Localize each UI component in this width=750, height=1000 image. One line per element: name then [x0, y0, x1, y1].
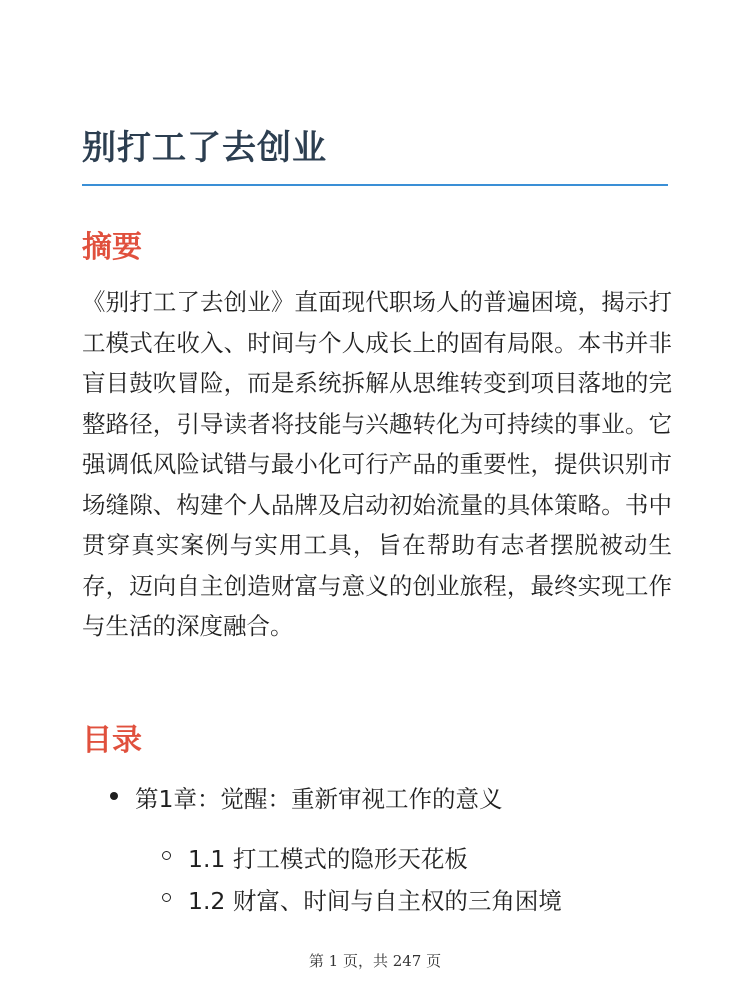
page-footer: 第 1 页，共 247 页 — [308, 952, 442, 970]
summary-paragraph: 《别打工了去创业》直面现代职场人的普遍困境，揭示打工模式在收入、时间与个人成长上的固有局限。本书并非盲目鼓吹冒险，而是系统拆解从思维转变到项目落地的完整路径，引导读者将技能与兴趣转化为可持续的事业。它强调低风险试错与最小化可行产品的重要性，提供识别市场缝隙、构建个人品牌及启动初始流量的具体策略。书中贯穿真实案例与实用工具，旨在帮助有志者摆脱被动生存，迈向自主创造财富与意义的创业旅程，最终实现工作与生活的深度融合。 — [82, 288, 672, 640]
toc-item-section-1-2 — [188, 882, 562, 916]
toc-item-section-1-1 — [188, 840, 468, 874]
toc-item-label: 1.2 财富、时间与自主权的三角困境 — [188, 887, 562, 915]
title-divider — [82, 184, 668, 186]
toc-item-label: 第1章：觉醒：重新审视工作的意义 — [135, 785, 503, 813]
toc-item-label: 1.1 打工模式的隐形天花板 — [188, 845, 468, 873]
document-title: 别打工了去创业 — [82, 128, 327, 168]
hollow-bullet-icon — [162, 893, 171, 902]
toc-heading: 目录 — [82, 723, 142, 758]
hollow-bullet-icon — [162, 851, 171, 860]
summary-heading: 摘要 — [82, 230, 142, 265]
toc-item-chapter-1 — [135, 780, 502, 814]
bullet-icon — [110, 792, 118, 800]
